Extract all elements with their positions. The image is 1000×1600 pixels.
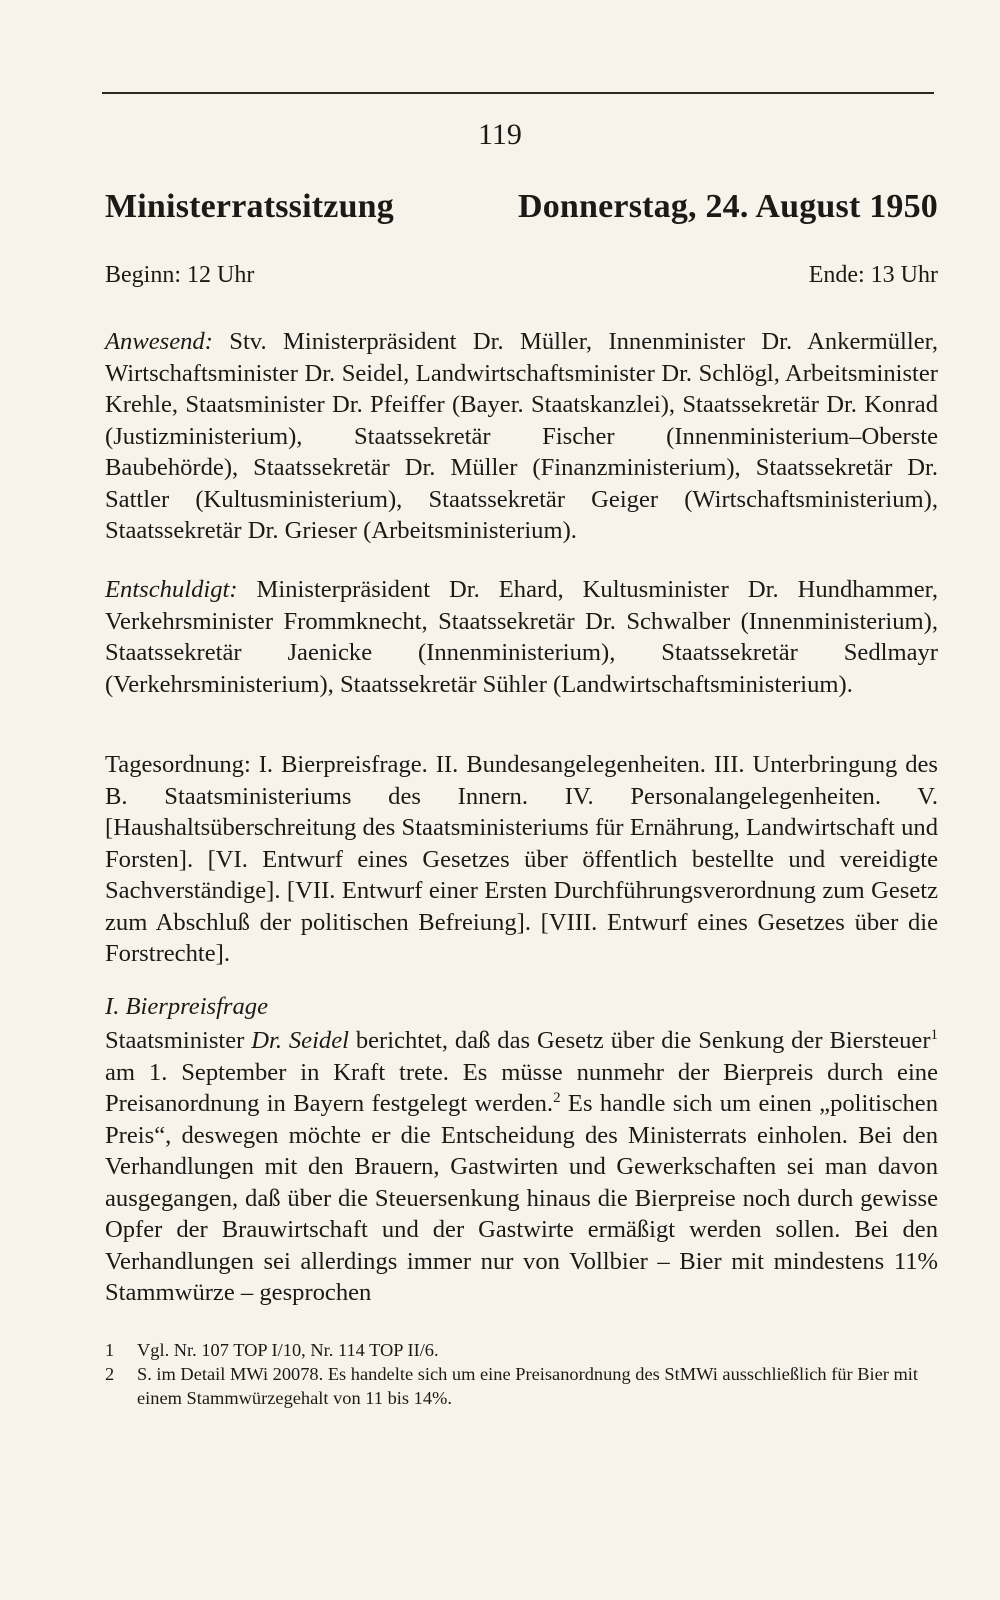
footnote-ref-1[interactable]: 1	[930, 1026, 939, 1043]
body-text-1: Staatsminister	[105, 1027, 252, 1054]
page-number: 119	[478, 118, 522, 151]
agenda-paragraph: Tagesordnung: I. Bierpreisfrage. II. Bundesangelegenheiten. III. Unterbringung des B. Staatsministeriums des Innern. IV. Personalangelegenheiten. V. [Haushaltsüberschreitung des Staatsministeriums für Ernährung, Landwirtschaft und Forsten]. [VI. Entwurf eines Gesetzes über öffentlich bestellte und vereidigte Sachverständige]. [VII. Entwurf einer Ersten Durchführungsverordnung zum Gesetz zum Abschluß der politischen Befreiung]. [VIII. Entwurf eines Gesetzes über die Forstrechte].	[105, 751, 938, 967]
begin-time: Beginn: 12 Uhr	[105, 262, 255, 288]
excused-label: Entschuldigt:	[105, 576, 238, 603]
footnotes	[105, 1338, 938, 1410]
session-title: Ministerratssitzung	[105, 188, 394, 225]
header-rule	[102, 92, 934, 94]
footnote-item	[105, 1362, 938, 1410]
body-text-2: berichtet, daß das Gesetz über die Senkung der Biersteuer	[348, 1027, 931, 1054]
attendees-paragraph	[105, 326, 938, 547]
footnote-text: Vgl. Nr. 107 TOP I/10, Nr. 114 TOP II/6.	[137, 1340, 439, 1360]
excused-paragraph	[105, 574, 938, 700]
end-time: Ende: 13 Uhr	[808, 262, 938, 288]
session-title-row	[105, 188, 938, 226]
body-text-4: Es handle sich um einen „politischen Preis“, deswegen möchte er die Entscheidung des Ministerrats einholen. Bei den Verhandlungen mit den Brauern, Gastwirten und Gewerkschaften sei man davon ausgegangen, daß über die Steuersenkung hinaus die Bierpreise noch durch gewisse Opfer der Brauwirtschaft und der Gastwirte ermäßigt werden sollen. Bei den Verhandlungen sei allerdings immer nur von Vollbier – Bier mit mindestens 11% Stammwürze – gesprochen	[105, 1090, 938, 1306]
footnote-ref-2[interactable]: 2	[553, 1089, 561, 1106]
footnote-number: 1	[105, 1340, 115, 1360]
excused-text: Ministerpräsident Dr. Ehard, Kultusminister Dr. Hundhammer, Verkehrsminister Frommknecht, Staatssekretär Dr. Schwalber (Innenministerium), Staatssekretär Jaenicke (Innenministerium), Staatssekretär Sedlmayr (Verkehrsministerium), Staatssekretär Sühler (Landwirtschaftsministerium).	[105, 576, 938, 698]
section-heading: I. Bierpreisfrage	[105, 993, 269, 1020]
speaker-name: Dr. Seidel	[251, 1027, 349, 1054]
body-text-3: am 1. September in Kraft trete. Es müsse nunmehr der Bierpreis durch eine Preisanordnung in Bayern festgelegt werden.	[105, 1058, 938, 1117]
session-date: Donnerstag, 24. August 1950	[517, 188, 938, 225]
attendees-label: Anwesend:	[105, 328, 213, 355]
footnote-number: 2	[105, 1364, 115, 1384]
footnote-text: S. im Detail MWi 20078. Es handelte sich um eine Preisanordnung des StMWi ausschließlich für Bier mit einem Stammwürzegehalt von 11 bis 14%.	[137, 1364, 919, 1408]
session-times	[105, 262, 938, 289]
body-paragraph	[105, 1025, 938, 1309]
attendees-text: Stv. Ministerpräsident Dr. Müller, Innenminister Dr. Ankermüller, Wirtschaftsminister Dr. Seidel, Landwirtschaftsminister Dr. Schlögl, Arbeitsminister Krehle, Staatsminister Dr. Pfeiffer (Bayer. Staatskanzlei), Staatssekretär Dr. Konrad (Justizministerium), Staatssekretär Fischer (Innenministerium–Oberste Baubehörde), Staatssekretär Dr. Müller (Finanzministerium), Staatssekretär Dr. Sattler (Kultusministerium), Staatssekretär Geiger (Wirtschaftsministerium), Staatssekretär Dr. Grieser (Arbeitsministerium).	[105, 328, 938, 544]
footnote-item	[105, 1338, 938, 1362]
